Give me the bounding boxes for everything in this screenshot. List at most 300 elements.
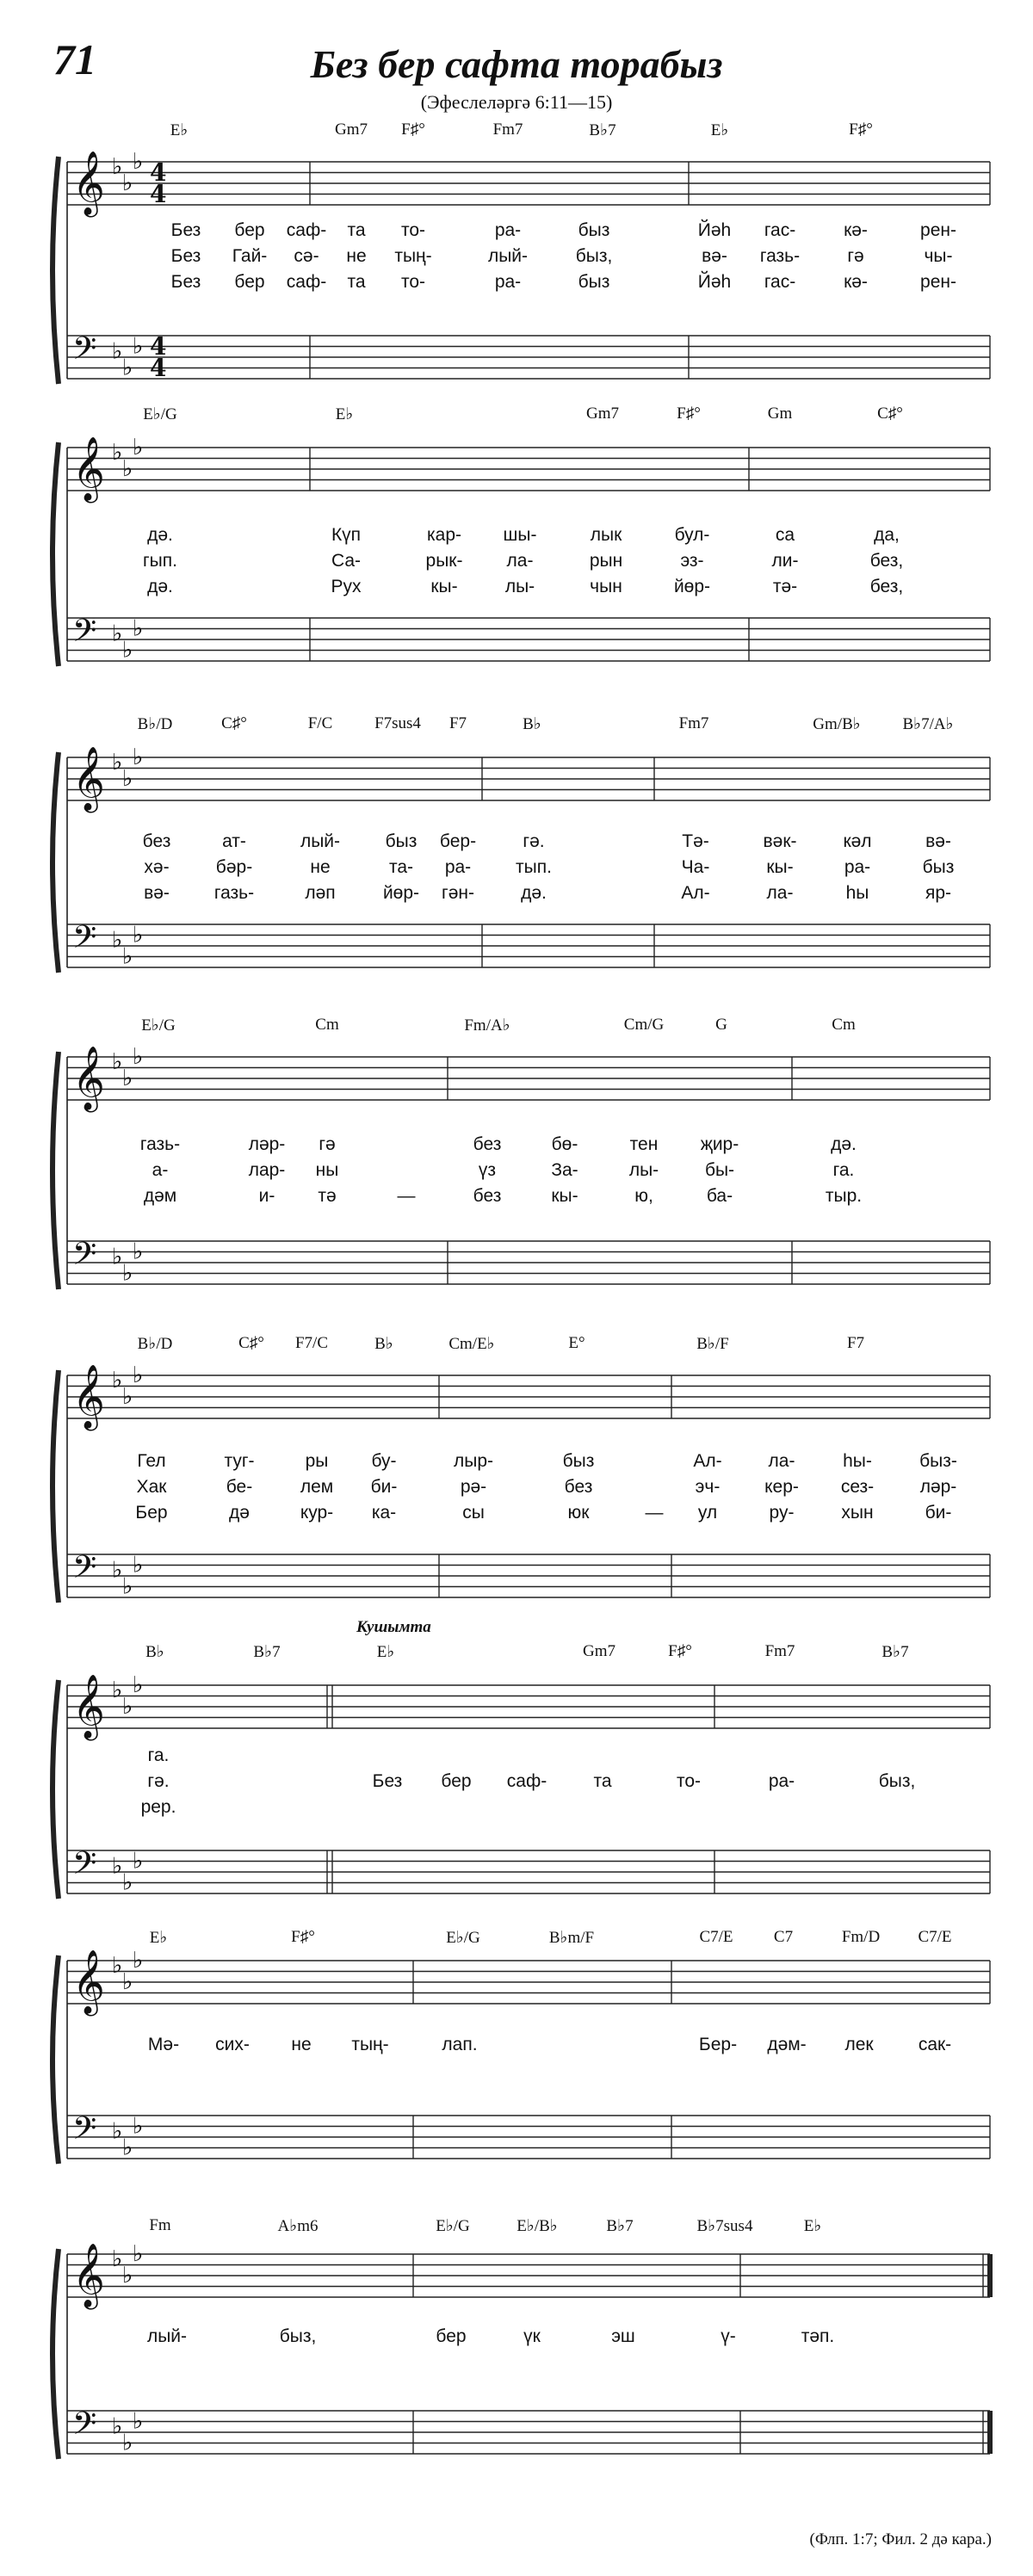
lyric-syllable: Са- [331,551,362,571]
lyric-syllable: лый- [487,246,529,266]
lyric-syllable: һы [845,883,869,903]
lyric-syllable: то- [400,220,426,240]
chord-symbol: F♯° [291,1928,315,1946]
chord-symbol: B♭7 [589,121,616,139]
time-signature: 4 [150,332,167,361]
chord-symbol: B♭ [145,1643,164,1661]
flat-sign-icon: ♭ [112,440,123,466]
lyric-syllable: — [645,1503,664,1523]
lyric-syllable: быз, [575,246,613,266]
lyric-syllable: йөр- [673,577,711,596]
lyric-syllable: то- [676,1771,702,1791]
music-system-7 [0,1928,1033,2178]
chord-symbol: B♭ [374,1335,393,1353]
flat-sign-icon: ♭ [133,1043,144,1070]
flat-sign-icon: ♭ [112,1677,123,1703]
lyric-syllable: не [346,246,367,266]
lyric-syllable: дә. [147,525,173,545]
lyrics-verse-1 [0,2035,1033,2057]
lyric-syllable: газь- [759,246,801,266]
flat-sign-icon: ♭ [112,2246,123,2272]
lyric-syllable: Без [372,1771,403,1791]
flat-sign-icon: ♭ [122,455,133,482]
chord-symbol: Gm7 [335,120,368,139]
lyric-syllable: лый- [146,2326,188,2346]
lyrics-verse-1 [0,525,1033,547]
lyric-syllable: тып. [516,857,552,877]
lyric-syllable: Ча- [681,857,710,877]
treble-clef-icon: 𝄞 [72,437,105,501]
lyric-syllable: рын [589,551,623,571]
lyric-syllable: кы- [766,857,794,877]
lyric-syllable: кы- [430,577,458,596]
lyric-syllable: а- [152,1160,169,1180]
lyric-syllable: дә [229,1503,250,1523]
lyric-syllable: кә- [844,220,868,240]
chord-symbol: B♭7 [606,2217,634,2235]
chord-symbol: Fm7 [492,120,523,139]
lyric-syllable: без, [869,551,904,571]
chord-symbol: B♭m/F [548,1929,595,1947]
lyric-syllable: саф- [286,220,327,240]
lyric-syllable: лы- [628,1160,659,1180]
lyric-syllable: рен- [920,220,956,240]
lyric-syllable: бер [441,1771,472,1791]
flat-sign-icon: ♭ [122,1573,133,1600]
lyric-syllable: лый- [300,831,341,851]
lyric-syllable: гып. [143,551,177,571]
lyric-syllable: Без [170,220,201,240]
lyric-syllable: ла- [506,551,534,571]
flat-sign-icon: ♭ [133,148,144,175]
chord-symbol: E♭/G [446,1929,480,1947]
flat-sign-icon: ♭ [122,1869,133,1896]
flat-sign-icon: ♭ [122,637,133,664]
chord-symbol: B♭ [523,715,541,733]
cross-reference-footnote: (Флп. 1:7; Фил. 2 дә кара.) [809,2530,992,2548]
lyric-syllable: ра- [494,220,522,240]
lyrics-verse-1 [0,831,1033,854]
lyric-syllable: та [347,272,366,292]
lyric-syllable: быз [578,272,610,292]
flat-sign-icon: ♭ [112,1049,123,1075]
lyrics-verse-3 [0,1797,1033,1819]
lyric-syllable: гә. [147,1771,170,1791]
lyrics-verse-1 [0,1451,1033,1473]
lyric-syllable: быз [922,857,955,877]
lyric-syllable: дә. [521,883,547,903]
lyric-syllable: туг- [224,1451,255,1471]
lyric-syllable: гә [847,246,864,266]
lyric-syllable: Ал- [693,1451,722,1471]
bass-clef-icon: 𝄢 [72,1236,97,1280]
lyric-syllable: гас- [764,220,796,240]
lyric-syllable: эч- [695,1477,721,1497]
lyric-syllable: рер. [140,1797,176,1817]
chord-symbol: C♯° [221,714,247,732]
chord-symbol: B♭7sus4 [696,2217,753,2235]
lyric-syllable: тыр. [825,1186,863,1206]
treble-clef-icon: 𝄞 [72,1675,105,1739]
flat-sign-icon: ♭ [133,1848,144,1875]
lyric-syllable: лыр- [453,1451,494,1471]
flat-sign-icon: ♭ [122,2430,133,2456]
lyric-syllable: вәк- [763,831,797,851]
lyrics-verse-2 [0,1160,1033,1183]
lyric-syllable: дәм [143,1186,177,1206]
chord-symbol: B♭/F [696,1335,729,1353]
lyric-syllable: саф- [286,272,327,292]
flat-sign-icon: ♭ [112,2413,123,2440]
flat-sign-icon: ♭ [122,1968,133,1995]
lyric-syllable: хын [841,1503,874,1523]
lyric-syllable: бәр- [215,857,253,877]
lyric-syllable: ю, [634,1186,653,1206]
treble-clef-icon: 𝄞 [72,747,105,811]
lyric-syllable: ат- [222,831,246,851]
lyric-syllable: лек [844,2035,874,2054]
flat-sign-icon: ♭ [122,170,133,196]
music-system-4 [0,1016,1033,1300]
lyric-syllable: чын [590,577,622,596]
lyric-syllable: быз- [919,1451,957,1471]
grand-staff [0,1016,1033,1300]
chord-symbol: Gm7 [583,1642,615,1660]
flat-sign-icon: ♭ [122,765,133,792]
chord-symbol: C7 [773,1928,794,1946]
lyric-syllable: сә- [294,246,319,266]
lyric-syllable: сез- [840,1477,875,1497]
lyrics-verse-2 [0,857,1033,880]
lyric-syllable: Гай- [232,246,268,266]
bass-clef-icon: 𝄢 [72,919,97,963]
chord-symbol: Gm7 [586,405,619,423]
lyric-syllable: са [775,525,795,545]
lyric-syllable: кә- [844,272,868,292]
lyric-syllable: ны [315,1160,339,1180]
scripture-reference: (Эфеслеләргә 6:11—15) [420,91,613,113]
lyrics-verse-2 [0,551,1033,573]
flat-sign-icon: ♭ [133,333,144,360]
flat-sign-icon: ♭ [133,922,144,948]
chord-symbol: B♭/D [137,715,173,733]
chord-symbol: B♭/D [137,1335,173,1353]
flat-sign-icon: ♭ [112,1368,123,1393]
lyric-syllable: быз [562,1451,595,1471]
flat-sign-icon: ♭ [133,744,144,770]
chord-symbol: F♯° [677,405,701,423]
lyric-syllable: не [310,857,331,877]
lyric-syllable: гас- [764,272,796,292]
chord-symbol: E♭/G [436,2217,470,2235]
chord-symbol: Fm/A♭ [464,1016,510,1035]
lyric-syllable: чы- [924,246,953,266]
lyric-syllable: газь- [139,1134,181,1154]
lyric-syllable: бер- [439,831,477,851]
lyric-syllable: Мә- [147,2035,180,2054]
lyric-syllable: кар- [426,525,462,545]
lyric-syllable: ла- [766,883,794,903]
lyric-syllable: рен- [920,272,956,292]
lyric-syllable: без [564,1477,593,1497]
chord-symbol: G [715,1016,727,1034]
chord-symbol: Fm [149,2216,171,2234]
lyric-syllable: сак- [918,2035,952,2054]
chord-symbol: F7 [846,1334,865,1352]
flat-sign-icon: ♭ [122,1260,133,1287]
flat-sign-icon: ♭ [133,2113,144,2140]
lyric-syllable: лем [300,1477,334,1497]
lyrics-verse-3 [0,1503,1033,1525]
lyric-syllable: шы- [503,525,537,545]
flat-sign-icon: ♭ [112,1953,123,1979]
chord-symbol: E♭ [803,2217,822,2235]
flat-sign-icon: ♭ [122,943,133,970]
chord-symbol: E♭ [170,121,189,139]
lyric-syllable: сих- [215,2035,250,2054]
lyric-syllable: и- [258,1186,275,1206]
chord-symbol: Fm/D [841,1928,881,1946]
chord-symbol: E♭ [149,1929,168,1947]
chord-symbol: B♭7 [881,1643,909,1661]
lyric-syllable: быз [385,831,418,851]
lyric-syllable: газь- [213,883,255,903]
treble-clef-icon: 𝄞 [72,1950,105,2014]
chord-symbol: F♯° [668,1642,692,1660]
chord-symbol: F7/C [294,1334,329,1352]
chord-symbol: F♯° [401,120,425,139]
lyric-syllable: без, [869,577,904,596]
lyric-syllable: тә- [772,577,798,596]
music-system-8 [0,2216,1033,2466]
music-system-6 [0,1618,1033,1902]
lyrics-verse-3 [0,272,1033,294]
lyric-syllable: дәм- [767,2035,807,2054]
lyric-syllable: тың- [351,2035,389,2054]
lyric-syllable: һы- [843,1451,872,1471]
flat-sign-icon: ♭ [133,1947,144,1974]
lyric-syllable: бө- [551,1134,578,1154]
flat-sign-icon: ♭ [112,621,123,647]
chord-symbol: E♭/G [143,405,177,423]
chord-symbol: E♭ [335,405,354,423]
lyric-syllable: За- [551,1160,578,1180]
lyric-syllable: юк [567,1503,590,1523]
lyric-syllable: быз [578,220,610,240]
chord-symbol: F7sus4 [374,714,421,732]
lyric-syllable: ра- [494,272,522,292]
lyric-syllable: эш [611,2326,635,2346]
lyric-syllable: Рух [331,577,362,596]
lyric-syllable: ра- [768,1771,795,1791]
chord-symbol: F♯° [849,120,873,139]
chord-symbol: C♯° [877,405,903,423]
music-system-3 [0,714,1033,981]
lyric-syllable: ул [697,1503,718,1523]
flat-sign-icon: ♭ [133,434,144,460]
lyric-syllable: Ал- [681,883,710,903]
lyric-syllable: быз, [279,2326,317,2346]
lyric-syllable: без [473,1134,502,1154]
flat-sign-icon: ♭ [112,154,123,180]
music-system-1 [0,120,1033,405]
flat-sign-icon: ♭ [122,1693,133,1720]
lyric-syllable: лык [590,525,622,545]
chord-symbol: C7/E [699,1928,733,1946]
chord-symbol: Cm [832,1016,856,1034]
flat-sign-icon: ♭ [122,355,133,381]
treble-clef-icon: 𝄞 [72,1365,105,1429]
lyric-syllable: би- [925,1503,952,1523]
hymn-number: 71 [53,35,96,83]
music-system-5 [0,1334,1033,1609]
lyric-syllable: — [397,1186,416,1206]
lyric-syllable: та [593,1771,612,1791]
lyric-syllable: кәл [843,831,872,851]
chord-symbol: Gm/B♭ [813,715,861,733]
lyric-syllable: гә. [523,831,545,851]
time-signature: 4 [150,180,167,208]
chord-symbol: Fm7 [764,1642,795,1660]
lyric-syllable: би- [370,1477,398,1497]
chord-symbol: Cm/E♭ [448,1335,495,1353]
lyric-syllable: тен [629,1134,659,1154]
lyrics-verse-3 [0,1186,1033,1208]
lyric-syllable: бер [234,272,265,292]
lyric-syllable: дә. [831,1134,857,1154]
lyric-syllable: хә- [144,857,170,877]
lyric-syllable: йөр- [382,883,420,903]
lyric-syllable: ры [305,1451,329,1471]
lyrics-verse-3 [0,883,1033,905]
chord-symbol: F/C [307,714,333,732]
chord-symbol: B♭7/A♭ [902,715,954,733]
lyric-syllable: ү- [721,2326,736,2346]
lyric-syllable: үк [523,2326,541,2346]
lyric-syllable: быз, [878,1771,916,1791]
chord-symbol: E♭/B♭ [516,2217,558,2235]
lyric-syllable: га. [147,1745,170,1765]
chord-symbol: F7 [448,714,467,732]
lyric-syllable: ли- [771,551,799,571]
lyrics-verse-1 [0,220,1033,243]
flat-sign-icon: ♭ [133,1552,144,1578]
flat-sign-icon: ♭ [133,1671,144,1698]
chord-symbol: C♯° [238,1334,264,1352]
lyric-syllable: саф- [506,1771,547,1791]
lyric-syllable: то- [400,272,426,292]
lyric-syllable: без [142,831,171,851]
lyrics-verse-2 [0,1771,1033,1794]
refrain-marking: Кушымта [356,1618,431,1636]
lyric-syllable: без [473,1186,502,1206]
lyric-syllable: бул- [674,525,710,545]
lyric-syllable: бер [234,220,265,240]
flat-sign-icon: ♭ [122,2262,133,2289]
system-bracket [53,1955,59,2164]
lyric-syllable: лы- [504,577,535,596]
lyric-syllable: не [291,2035,312,2054]
flat-sign-icon: ♭ [133,615,144,642]
lyric-syllable: дә. [147,577,173,596]
lyrics-verse-1 [0,1134,1033,1157]
lyric-syllable: Хак [136,1477,167,1497]
lyric-syllable: вә- [144,883,170,903]
lyric-syllable: сы [462,1503,485,1523]
lyric-syllable: бу- [371,1451,397,1471]
lyric-syllable: вә- [925,831,951,851]
chord-symbol: E♭ [710,121,729,139]
flat-sign-icon: ♭ [112,750,123,775]
lyric-syllable: гән- [442,883,474,903]
lyric-syllable: Бер- [698,2035,738,2054]
lyric-syllable: га. [832,1160,855,1180]
lyric-syllable: Бер [135,1503,168,1523]
lyric-syllable: эз- [680,551,704,571]
lyric-syllable: Күп [331,525,362,545]
lyric-syllable: ру- [769,1503,795,1523]
bass-clef-icon: 𝄢 [72,2110,97,2154]
lyric-syllable: җир- [700,1134,739,1154]
lyrics-verse-1 [0,1745,1033,1768]
lyrics-verse-1 [0,2326,1033,2349]
lyric-syllable: та [347,220,366,240]
lyrics-verse-2 [0,1477,1033,1499]
system-bracket [53,157,59,384]
lyric-syllable: ра- [844,857,871,877]
lyric-syllable: тың- [394,246,432,266]
lyric-syllable: ла- [768,1451,795,1471]
lyric-syllable: үз [478,1160,497,1180]
lyric-syllable: лап. [442,2035,478,2054]
lyric-syllable: ка- [371,1503,397,1523]
bass-clef-icon: 𝄢 [72,2406,97,2449]
lyric-syllable: вә- [702,246,727,266]
system-bracket [53,2249,59,2459]
lyric-syllable: кер- [764,1477,799,1497]
chord-symbol: E♭ [376,1643,395,1661]
lyric-syllable: тәп. [801,2326,835,2346]
lyric-syllable: лар- [248,1160,286,1180]
lyric-syllable: Йәһ [697,272,732,292]
lyric-syllable: Без [170,272,201,292]
treble-clef-icon: 𝄞 [72,151,105,215]
chord-symbol: Cm [315,1016,339,1034]
flat-sign-icon: ♭ [112,1557,123,1584]
time-signature: 4 [150,158,167,187]
lyric-syllable: да, [874,525,900,545]
flat-sign-icon: ♭ [133,1239,144,1265]
chord-symbol: Gm [767,405,793,423]
lyric-syllable: рә- [460,1477,487,1497]
hymn-title: Без бер сафта торабыз [310,42,723,86]
lyric-syllable: Тә- [682,831,709,851]
lyric-syllable: тә [318,1186,337,1206]
lyric-syllable: бы- [704,1160,735,1180]
lyrics-verse-3 [0,577,1033,599]
lyric-syllable: кур- [300,1503,334,1523]
lyric-syllable: ра- [444,857,472,877]
flat-sign-icon: ♭ [112,2118,123,2145]
chord-symbol: Fm7 [678,714,709,732]
lyric-syllable: рык- [425,551,463,571]
treble-clef-icon: 𝄞 [72,2244,105,2307]
lyric-syllable: Гел [137,1451,166,1471]
lyric-syllable: бе- [226,1477,253,1497]
lyrics-verse-2 [0,246,1033,269]
music-system-2 [0,405,1033,671]
chord-symbol: Cm/G [623,1016,665,1034]
